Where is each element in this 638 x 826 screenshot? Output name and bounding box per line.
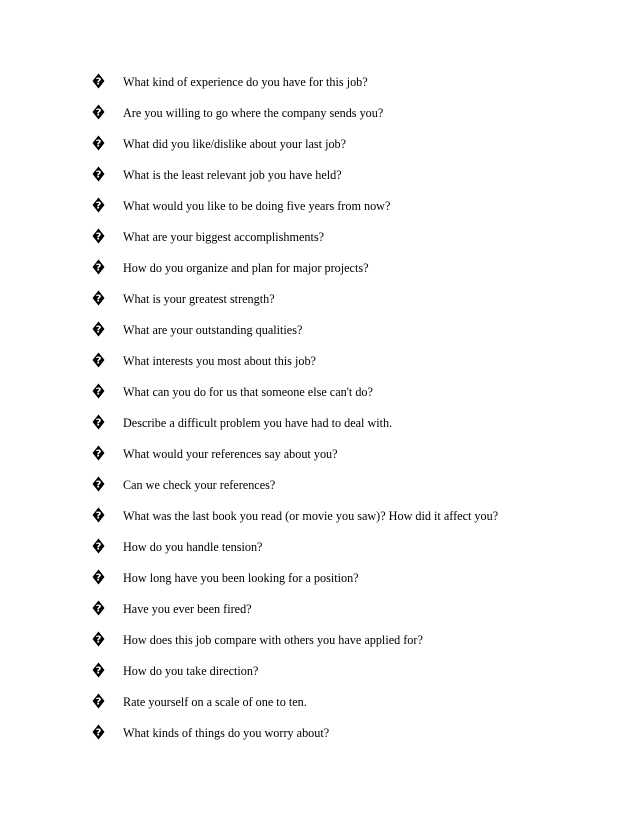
question-text: How long have you been looking for a position? (123, 571, 359, 585)
list-item (92, 73, 612, 104)
svg-text:?: ? (95, 231, 102, 243)
list-item (92, 445, 612, 476)
list-item (92, 352, 612, 383)
svg-text:?: ? (95, 665, 102, 677)
replacement-character-icon (92, 73, 106, 89)
replacement-character-icon (92, 414, 106, 430)
svg-text:?: ? (95, 417, 102, 429)
svg-text:?: ? (95, 696, 102, 708)
replacement-character-icon (92, 445, 106, 461)
replacement-character-icon (92, 290, 106, 306)
list-item (92, 197, 612, 228)
question-text: How do you handle tension? (123, 540, 263, 554)
question-text: Have you ever been fired? (123, 602, 252, 616)
svg-text:?: ? (95, 541, 102, 553)
svg-text:?: ? (95, 510, 102, 522)
svg-text:?: ? (95, 293, 102, 305)
question-text: Rate yourself on a scale of one to ten. (123, 695, 307, 709)
svg-text:?: ? (95, 200, 102, 212)
list-item (92, 228, 612, 259)
question-text: What kind of experience do you have for this job? (123, 75, 368, 89)
question-text: What interests you most about this job? (123, 354, 316, 368)
list-item (92, 259, 612, 290)
replacement-character-icon (92, 197, 106, 213)
question-text: What would your references say about you? (123, 447, 338, 461)
svg-text:?: ? (95, 386, 102, 398)
list-item (92, 662, 612, 693)
question-text: What would you like to be doing five years from now? (123, 199, 391, 213)
replacement-character-icon (92, 693, 106, 709)
question-text: Describe a difficult problem you have had to deal with. (123, 416, 393, 430)
question-text: What kinds of things do you worry about? (123, 726, 330, 740)
list-item (92, 383, 612, 414)
replacement-character-icon (92, 321, 106, 337)
list-item (92, 693, 612, 724)
replacement-character-icon (92, 228, 106, 244)
list-item (92, 600, 612, 631)
svg-text:?: ? (95, 603, 102, 615)
question-text: What are your outstanding qualities? (123, 323, 303, 337)
question-text: What is your greatest strength? (123, 292, 275, 306)
replacement-character-icon (92, 259, 106, 275)
question-text: What did you like/dislike about your last job? (123, 137, 347, 151)
question-text: What are your biggest accomplishments? (123, 230, 325, 244)
replacement-character-icon (92, 662, 106, 678)
question-text: What can you do for us that someone else can't do? (123, 385, 373, 399)
replacement-character-icon (92, 166, 106, 182)
svg-text:?: ? (95, 479, 102, 491)
question-list (92, 73, 612, 755)
list-item (92, 321, 612, 352)
question-text: Are you willing to go where the company sends you? (123, 106, 384, 120)
question-text: What was the last book you read (or movie you saw)? How did it affect you? (123, 509, 499, 523)
list-item (92, 476, 612, 507)
svg-text:?: ? (95, 138, 102, 150)
svg-text:?: ? (95, 634, 102, 646)
replacement-character-icon (92, 538, 106, 554)
svg-text:?: ? (95, 572, 102, 584)
list-item (92, 166, 612, 197)
list-item (92, 724, 612, 755)
question-text: How do you take direction? (123, 664, 259, 678)
replacement-character-icon (92, 724, 106, 740)
list-item (92, 414, 612, 445)
svg-text:?: ? (95, 448, 102, 460)
list-item (92, 135, 612, 166)
question-text: What is the least relevant job you have held? (123, 168, 342, 182)
svg-text:?: ? (95, 727, 102, 739)
list-item (92, 538, 612, 569)
replacement-character-icon (92, 104, 106, 120)
question-text: Can we check your references? (123, 478, 276, 492)
replacement-character-icon (92, 507, 106, 523)
replacement-character-icon (92, 135, 106, 151)
replacement-character-icon (92, 476, 106, 492)
list-item (92, 290, 612, 321)
replacement-character-icon (92, 383, 106, 399)
svg-text:?: ? (95, 107, 102, 119)
list-item (92, 104, 612, 135)
replacement-character-icon (92, 600, 106, 616)
question-text: How does this job compare with others you have applied for? (123, 633, 423, 647)
svg-text:?: ? (95, 169, 102, 181)
list-item (92, 569, 612, 600)
replacement-character-icon (92, 569, 106, 585)
svg-text:?: ? (95, 324, 102, 336)
replacement-character-icon (92, 352, 106, 368)
svg-text:?: ? (95, 76, 102, 88)
question-text: How do you organize and plan for major projects? (123, 261, 369, 275)
list-item (92, 507, 612, 538)
replacement-character-icon (92, 631, 106, 647)
list-item (92, 631, 612, 662)
svg-text:?: ? (95, 355, 102, 367)
svg-text:?: ? (95, 262, 102, 274)
